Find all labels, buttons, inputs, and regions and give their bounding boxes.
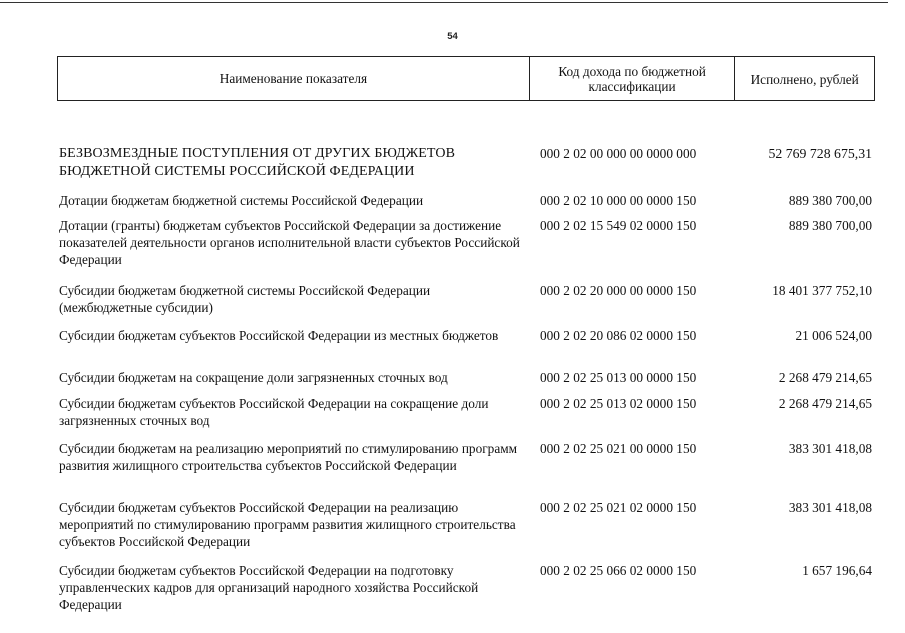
table-row [57, 282, 875, 316]
table-row [57, 192, 875, 209]
table-row [57, 499, 875, 550]
row-amount: 52 769 728 675,31 [768, 146, 872, 161]
row-name: Субсидии бюджетам субъектов Российской Федерации на подготовку управленческих кадров для организаций народного хозяйства Российской Федерации [59, 563, 479, 612]
row-amount: 21 006 524,00 [795, 328, 872, 343]
row-name: Субсидии бюджетам на реализацию мероприятий по стимулированию программ развития жилищного строительства субъектов Российской Федерации [59, 441, 518, 473]
row-code: 000 2 02 10 000 00 0000 150 [540, 193, 697, 208]
budget-table [57, 56, 875, 612]
row-name: Дотации (гранты) бюджетам субъектов Российской Федерации за достижение показателей деятельности органов исполнительной власти субъектов Российской Федерации [59, 218, 520, 267]
row-code: 000 2 02 25 013 02 0000 150 [540, 396, 697, 411]
table-row [57, 440, 875, 474]
row-amount: 383 301 418,08 [788, 441, 872, 456]
table-row [57, 145, 875, 181]
row-code: 000 2 02 25 021 02 0000 150 [540, 500, 697, 515]
header-amount: Исполнено, рублей [750, 72, 859, 87]
row-name: Субсидии бюджетам субъектов Российской Федерации на сокращение доли загрязненных сточных вод [59, 396, 489, 428]
row-name: Субсидии бюджетам бюджетной системы Российской Федерации (межбюджетные субсидии) [59, 283, 431, 315]
row-code: 000 2 02 15 549 02 0000 150 [540, 218, 697, 233]
row-name: Субсидии бюджетам субъектов Российской Федерации из местных бюджетов [59, 328, 499, 343]
row-amount: 2 268 479 214,65 [778, 370, 872, 385]
row-code: 000 2 02 25 066 02 0000 150 [540, 563, 697, 578]
table-row [57, 327, 875, 344]
table-row [57, 562, 875, 613]
row-code: 000 2 02 25 013 00 0000 150 [540, 370, 697, 385]
row-name: Дотации бюджетам бюджетной системы Российской Федерации [59, 193, 424, 208]
row-code: 000 2 02 20 086 02 0000 150 [540, 328, 697, 343]
row-amount: 18 401 377 752,10 [772, 283, 872, 298]
row-name: Субсидии бюджетам на сокращение доли загрязненных сточных вод [59, 370, 448, 385]
header-name: Наименование показателя [58, 57, 530, 100]
top-border-line [0, 2, 888, 3]
row-name: БЕЗВОЗМЕЗДНЫЕ ПОСТУПЛЕНИЯ ОТ ДРУГИХ БЮДЖЕТОВ БЮДЖЕТНОЙ СИСТЕМЫ РОССИЙСКОЙ ФЕДЕРАЦИИ [59, 146, 456, 179]
table-row [57, 217, 875, 268]
row-amount: 1 657 196,64 [802, 563, 872, 578]
row-amount: 889 380 700,00 [788, 193, 872, 208]
table-header [57, 56, 875, 101]
row-code: 000 2 02 20 000 00 0000 150 [540, 283, 697, 298]
page-number: 54 [447, 31, 458, 42]
row-code: 000 2 02 00 000 00 0000 000 [540, 146, 697, 161]
row-name: Субсидии бюджетам субъектов Российской Федерации на реализацию мероприятий по стимулированию программ развития жилищного строительства субъектов Российской Федерации [59, 500, 516, 549]
header-code: Код дохода по бюджетной классификации [530, 57, 736, 100]
row-amount: 2 268 479 214,65 [778, 396, 872, 411]
table-row [57, 369, 875, 386]
table-row [57, 395, 875, 429]
row-amount: 383 301 418,08 [788, 500, 872, 515]
row-code: 000 2 02 25 021 00 0000 150 [540, 441, 697, 456]
row-amount: 889 380 700,00 [788, 218, 872, 233]
